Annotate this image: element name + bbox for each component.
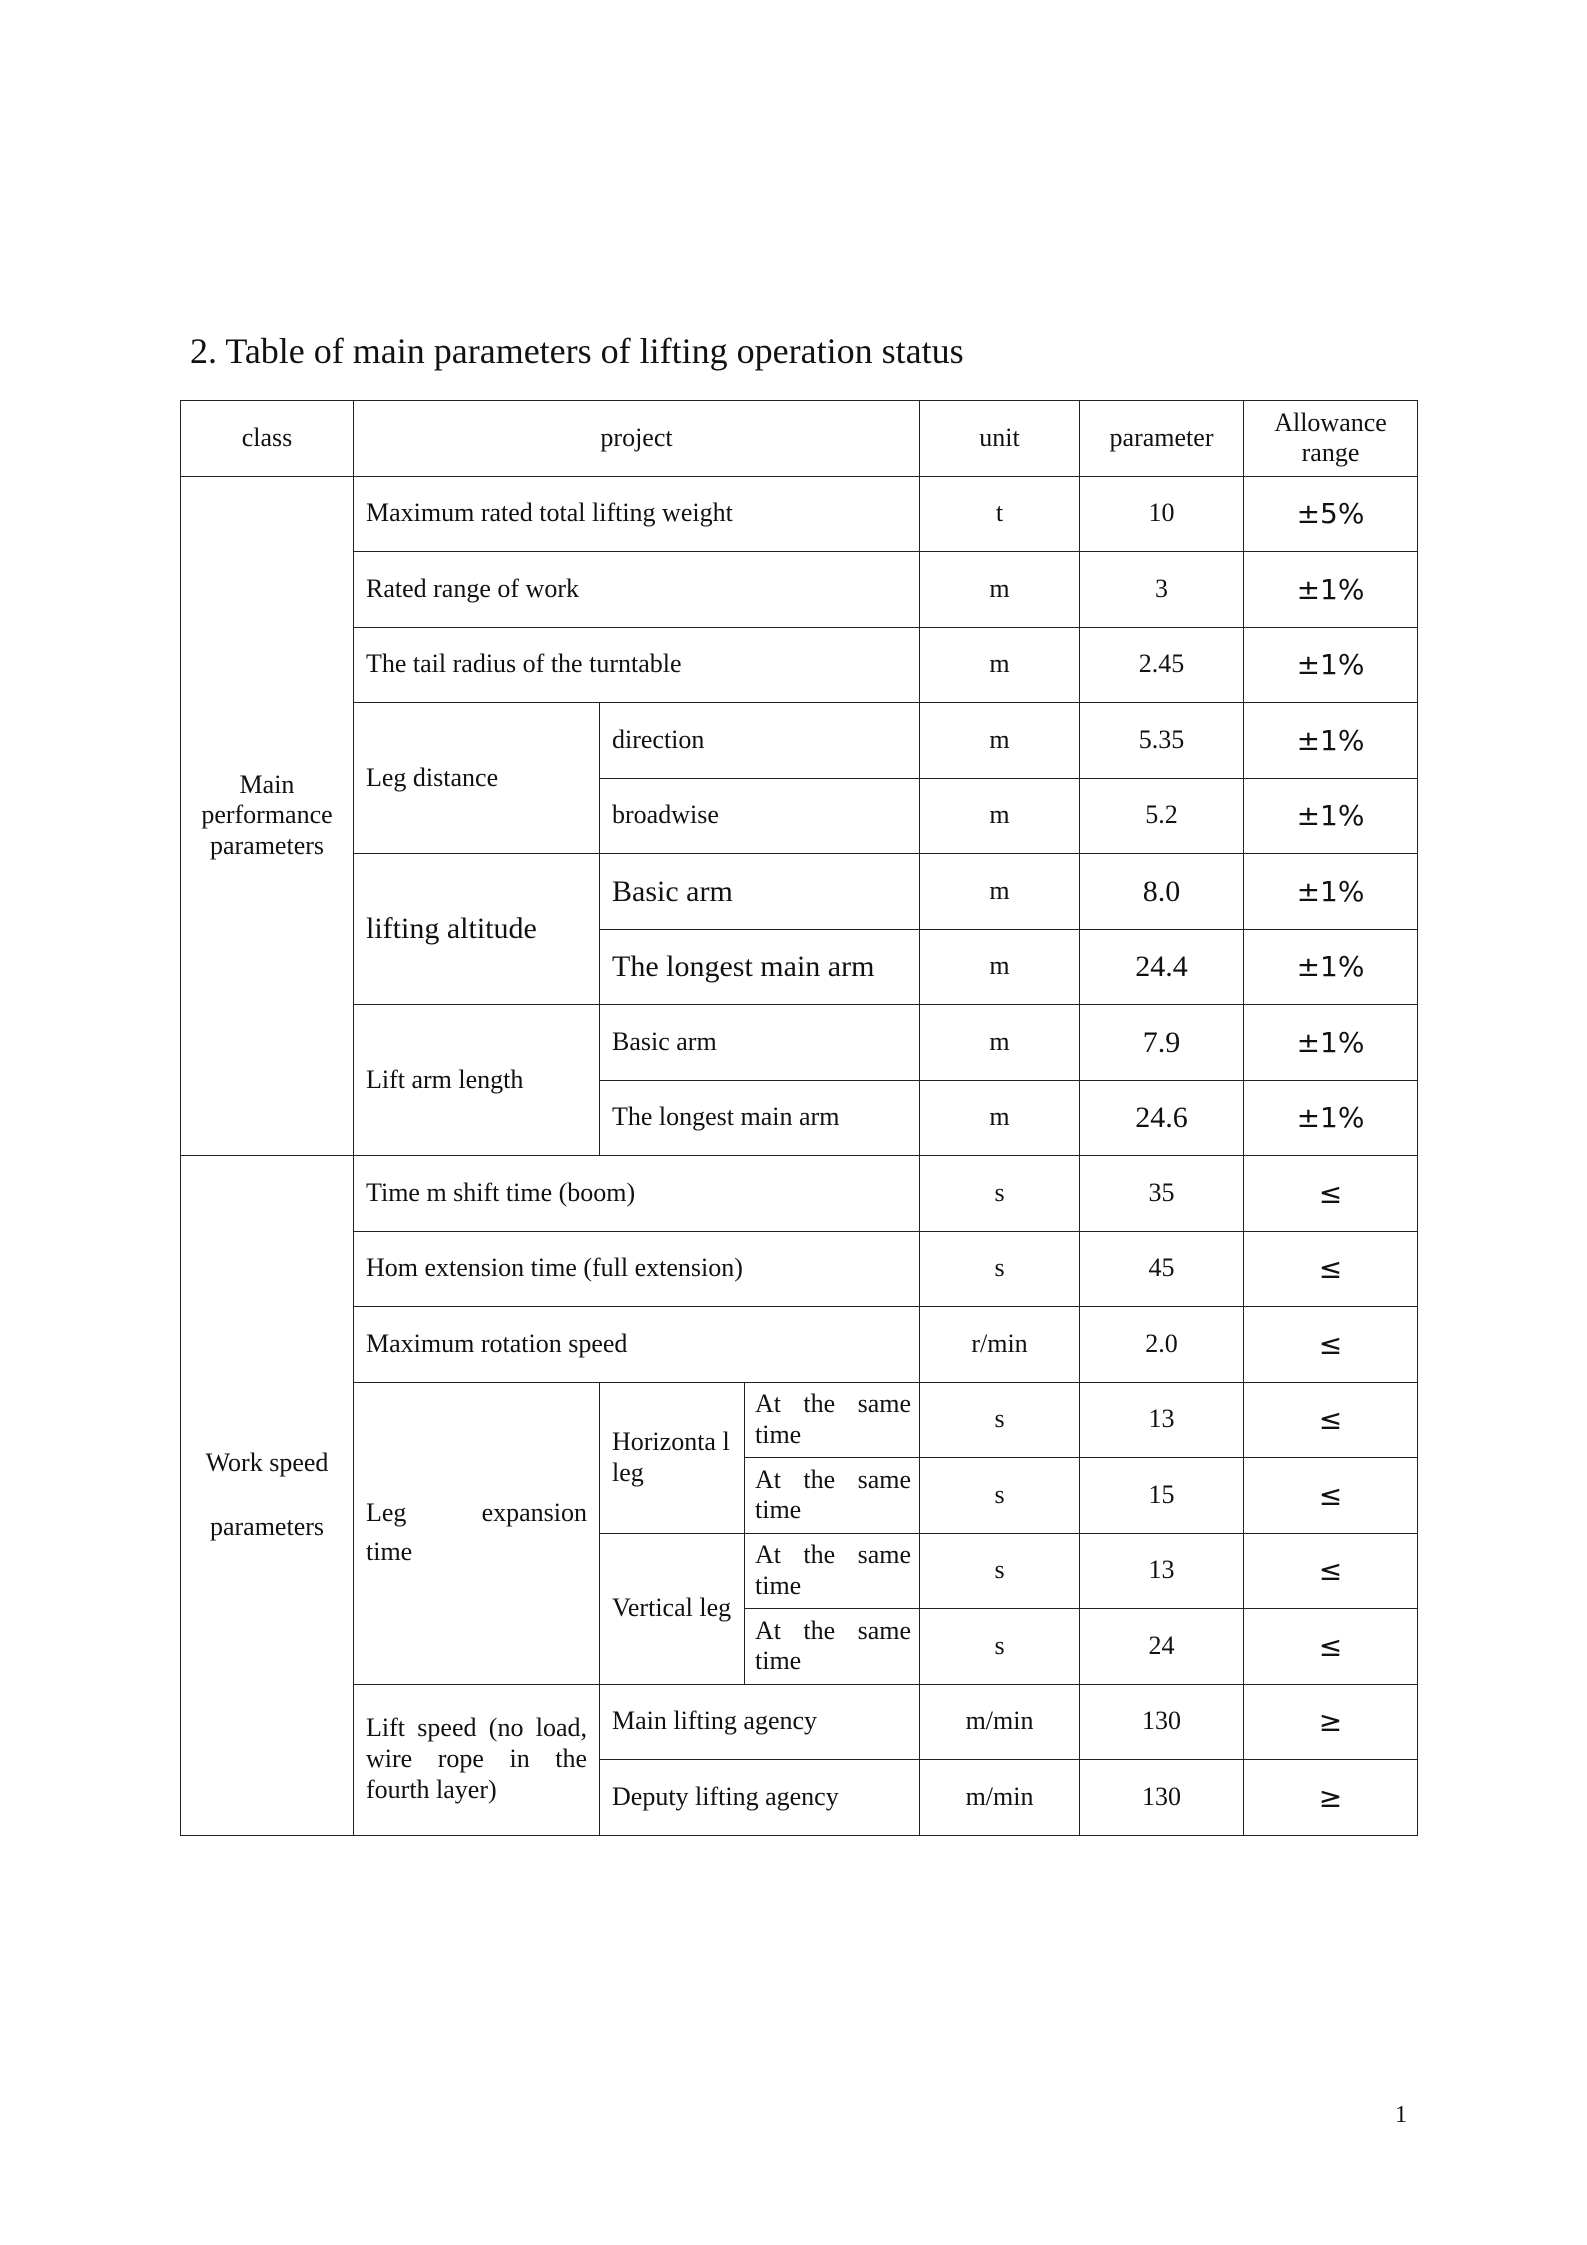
parameter-cell: 15 — [1080, 1458, 1244, 1534]
unit-cell: s — [920, 1382, 1080, 1458]
class-main-performance: Main performance parameters — [181, 476, 354, 1156]
class-work-speed-line1: Work speed — [205, 1447, 329, 1477]
class-work-speed-line2: parameters — [209, 1512, 325, 1542]
sub-project-cell: The longest main arm — [600, 1080, 920, 1156]
leg-distance-label: Leg distance — [354, 703, 600, 854]
sub-project-cell: At the same time — [745, 1533, 920, 1609]
sub-project-cell: At the same time — [745, 1382, 920, 1458]
parameter-cell: 5.2 — [1080, 778, 1244, 854]
parameter-cell: 8.0 — [1080, 854, 1244, 930]
project-cell: Maximum rated total lifting weight — [354, 476, 920, 552]
allowance-cell: ≤ — [1244, 1231, 1418, 1307]
sub-project-cell: Basic arm — [600, 1005, 920, 1081]
header-parameter: parameter — [1080, 401, 1244, 477]
allowance-cell: ≤ — [1244, 1382, 1418, 1458]
leg-expansion-label — [354, 1382, 600, 1684]
allowance-cell: ≥ — [1244, 1760, 1418, 1836]
parameter-cell: 13 — [1080, 1533, 1244, 1609]
allowance-cell: ±1% — [1244, 778, 1418, 854]
allowance-cell: ±5% — [1244, 476, 1418, 552]
allowance-cell: ≥ — [1244, 1684, 1418, 1760]
unit-cell: m/min — [920, 1760, 1080, 1836]
table-row — [181, 1005, 1418, 1081]
table-row — [181, 1231, 1418, 1307]
parameter-cell: 3 — [1080, 552, 1244, 628]
class-work-speed — [181, 1156, 354, 1836]
table-header-row — [181, 401, 1418, 477]
parameter-cell: 13 — [1080, 1382, 1244, 1458]
unit-cell: r/min — [920, 1307, 1080, 1383]
table-row — [181, 627, 1418, 703]
parameter-cell: 35 — [1080, 1156, 1244, 1232]
parameter-cell: 2.45 — [1080, 627, 1244, 703]
table-row — [181, 1382, 1418, 1458]
lifting-altitude-label: lifting altitude — [354, 854, 600, 1005]
unit-cell: m — [920, 778, 1080, 854]
parameter-cell: 24 — [1080, 1609, 1244, 1685]
lift-speed-label: Lift speed (no load, wire rope in the fourth layer) — [354, 1684, 600, 1835]
sub-project-cell: Main lifting agency — [600, 1684, 920, 1760]
table-row — [181, 1684, 1418, 1760]
leg-expansion-word1: Leg — [366, 1498, 407, 1528]
horizontal-leg-label: Horizonta l leg — [600, 1382, 745, 1533]
parameter-cell: 24.6 — [1080, 1080, 1244, 1156]
sub-project-cell: broadwise — [600, 778, 920, 854]
header-project: project — [354, 401, 920, 477]
unit-cell: m — [920, 1080, 1080, 1156]
sub-project-cell: The longest main arm — [600, 929, 920, 1005]
table-row — [181, 1156, 1418, 1232]
project-cell: The tail radius of the turntable — [354, 627, 920, 703]
sub-project-cell: At the same time — [745, 1609, 920, 1685]
page-title: 2. Table of main parameters of lifting operation status — [190, 331, 964, 371]
allowance-cell: ±1% — [1244, 1080, 1418, 1156]
parameters-table — [180, 400, 1418, 1836]
allowance-cell: ≤ — [1244, 1533, 1418, 1609]
unit-cell: s — [920, 1533, 1080, 1609]
parameter-cell: 5.35 — [1080, 703, 1244, 779]
parameter-cell: 2.0 — [1080, 1307, 1244, 1383]
parameter-cell: 24.4 — [1080, 929, 1244, 1005]
project-cell: Time m shift time (boom) — [354, 1156, 920, 1232]
allowance-cell: ±1% — [1244, 552, 1418, 628]
unit-cell: s — [920, 1609, 1080, 1685]
project-cell: Maximum rotation speed — [354, 1307, 920, 1383]
vertical-leg-label: Vertical leg — [600, 1533, 745, 1684]
parameter-cell: 45 — [1080, 1231, 1244, 1307]
unit-cell: m — [920, 552, 1080, 628]
unit-cell: m — [920, 929, 1080, 1005]
allowance-cell: ≤ — [1244, 1307, 1418, 1383]
table-row — [181, 854, 1418, 930]
parameter-cell: 130 — [1080, 1684, 1244, 1760]
sub-project-cell: Basic arm — [600, 854, 920, 930]
allowance-cell: ≤ — [1244, 1609, 1418, 1685]
parameter-cell: 7.9 — [1080, 1005, 1244, 1081]
unit-cell: m — [920, 1005, 1080, 1081]
table-row — [181, 703, 1418, 779]
sub-project-cell: At the same time — [745, 1458, 920, 1534]
table-row — [181, 1307, 1418, 1383]
allowance-cell: ±1% — [1244, 703, 1418, 779]
allowance-cell: ±1% — [1244, 1005, 1418, 1081]
header-allowance: Allowance range — [1244, 401, 1418, 477]
parameter-cell: 10 — [1080, 476, 1244, 552]
lift-arm-length-label: Lift arm length — [354, 1005, 600, 1156]
allowance-cell: ≤ — [1244, 1458, 1418, 1534]
unit-cell: m — [920, 703, 1080, 779]
unit-cell: m/min — [920, 1684, 1080, 1760]
allowance-cell: ≤ — [1244, 1156, 1418, 1232]
unit-cell: m — [920, 854, 1080, 930]
parameter-cell: 130 — [1080, 1760, 1244, 1836]
project-cell: Rated range of work — [354, 552, 920, 628]
unit-cell: s — [920, 1231, 1080, 1307]
table-row — [181, 552, 1418, 628]
allowance-cell: ±1% — [1244, 627, 1418, 703]
sub-project-cell: direction — [600, 703, 920, 779]
table-row — [181, 476, 1418, 552]
header-unit: unit — [920, 401, 1080, 477]
page-number: 1 — [1395, 2102, 1407, 2128]
unit-cell: s — [920, 1458, 1080, 1534]
leg-expansion-word2: expansion — [481, 1498, 587, 1528]
allowance-cell: ±1% — [1244, 929, 1418, 1005]
allowance-cell: ±1% — [1244, 854, 1418, 930]
project-cell: Hom extension time (full extension) — [354, 1231, 920, 1307]
leg-expansion-word3: time — [366, 1537, 413, 1566]
header-class: class — [181, 401, 354, 477]
unit-cell: s — [920, 1156, 1080, 1232]
sub-project-cell: Deputy lifting agency — [600, 1760, 920, 1836]
unit-cell: t — [920, 476, 1080, 552]
unit-cell: m — [920, 627, 1080, 703]
